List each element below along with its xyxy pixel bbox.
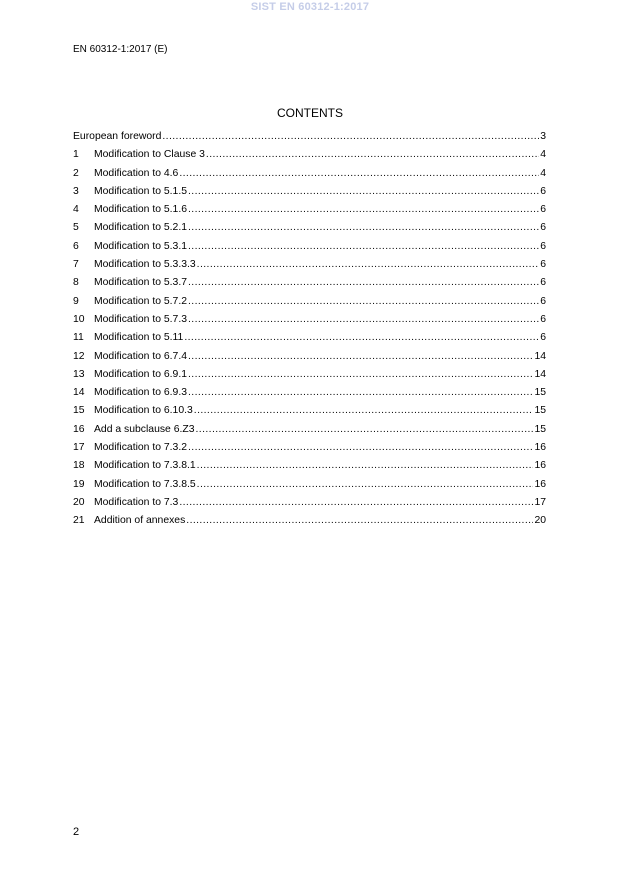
toc-dot-leader — [206, 146, 539, 164]
toc-entry-page: 6 — [540, 313, 546, 325]
toc-entry-label: Add a subclause 6.Z3 — [94, 423, 195, 435]
toc-dot-leader — [179, 494, 533, 512]
toc-entry-number: 14 — [73, 387, 85, 399]
toc-entry-page: 4 — [540, 149, 546, 161]
toc-entry-label: Modification to 5.7.2 — [94, 295, 187, 307]
toc-entry-label: Modification to 4.6 — [94, 167, 179, 179]
toc-entry-label: Modification to 5.11 — [94, 332, 184, 344]
toc-entry-number: 16 — [73, 423, 85, 435]
toc-dot-leader — [188, 201, 539, 219]
toc-entry-page: 6 — [540, 295, 546, 307]
toc-dot-leader — [188, 274, 539, 292]
toc-entry[interactable] — [73, 348, 546, 366]
toc-entry-page: 4 — [540, 167, 546, 179]
toc-entry-label: Modification to 6.10.3 — [94, 405, 193, 417]
toc-entry-label: Modification to 6.9.3 — [94, 387, 187, 399]
toc-entry-label: Modification to 6.7.4 — [94, 350, 187, 362]
toc-entry-number: 11 — [73, 332, 84, 344]
toc-entry[interactable] — [73, 494, 546, 512]
toc-entry[interactable] — [73, 457, 546, 475]
toc-entry[interactable] — [73, 165, 546, 183]
toc-entry[interactable] — [73, 183, 546, 201]
toc-entry-page: 3 — [540, 131, 546, 142]
toc-entry[interactable] — [73, 439, 546, 457]
toc-entry[interactable] — [73, 128, 546, 146]
table-of-contents — [73, 128, 546, 531]
toc-dot-leader — [188, 183, 539, 201]
toc-entry-page: 14 — [534, 350, 546, 362]
toc-entry[interactable] — [73, 146, 546, 164]
toc-entry-page: 20 — [534, 515, 546, 527]
toc-entry-page: 6 — [540, 185, 546, 197]
toc-entry-page: 15 — [534, 405, 546, 417]
toc-entry-number: 7 — [73, 259, 79, 271]
toc-entry-page: 6 — [540, 222, 546, 234]
toc-entry-label: Addition of annexes — [94, 515, 186, 527]
toc-entry-number: 10 — [73, 313, 85, 325]
watermark-text: SIST EN 60312-1:2017 — [250, 1, 370, 13]
toc-entry-number: 9 — [73, 295, 79, 307]
toc-dot-leader — [197, 457, 534, 475]
page-number: 2 — [73, 826, 80, 838]
toc-entry-number: 1 — [73, 149, 79, 161]
toc-entry-page: 17 — [534, 496, 546, 508]
toc-entry[interactable] — [73, 512, 546, 530]
toc-dot-leader — [197, 476, 534, 494]
toc-dot-leader — [188, 366, 533, 384]
toc-entry-number: 18 — [73, 460, 85, 472]
toc-entry-number: 3 — [73, 185, 79, 197]
toc-entry-page: 14 — [534, 368, 546, 380]
toc-entry-number: 20 — [73, 496, 85, 508]
toc-entry-label: Modification to 5.2.1 — [94, 222, 187, 234]
toc-entry-page: 16 — [534, 460, 546, 472]
toc-entry-number: 19 — [73, 478, 85, 490]
toc-entry-number: 6 — [73, 240, 79, 252]
toc-entry[interactable] — [73, 256, 546, 274]
toc-entry-page: 6 — [540, 204, 546, 216]
toc-entry[interactable] — [73, 293, 546, 311]
toc-dot-leader — [179, 165, 539, 183]
toc-dot-leader — [196, 421, 534, 439]
toc-entry[interactable] — [73, 421, 546, 439]
toc-entry-page: 6 — [540, 332, 546, 344]
toc-entry-label: Modification to 7.3.2 — [94, 442, 187, 454]
toc-entry[interactable] — [73, 366, 546, 384]
toc-dot-leader — [188, 219, 539, 237]
toc-entry-number: 13 — [73, 368, 85, 380]
toc-entry-number: 2 — [73, 167, 79, 179]
toc-entry-label: Modification to 7.3.8.1 — [94, 460, 196, 472]
toc-entry-number: 8 — [73, 277, 79, 289]
toc-entry[interactable] — [73, 219, 546, 237]
toc-entry-label: Modification to 5.3.1 — [94, 240, 187, 252]
toc-dot-leader — [188, 238, 539, 256]
toc-entry-number: 5 — [73, 222, 79, 234]
toc-entry-label: Modification to 5.1.6 — [94, 204, 187, 216]
toc-entry-page: 6 — [540, 277, 546, 289]
toc-entry-page: 15 — [534, 387, 546, 399]
toc-entry-number: 15 — [73, 405, 85, 417]
toc-entry-page: 6 — [540, 259, 546, 271]
toc-entry-label: Modification to 5.7.3 — [94, 313, 187, 325]
toc-entry[interactable] — [73, 329, 546, 347]
toc-entry-number: 17 — [73, 442, 85, 454]
toc-entry-label: Modification to Clause 3 — [94, 149, 205, 161]
toc-entry[interactable] — [73, 476, 546, 494]
toc-dot-leader — [188, 348, 533, 366]
toc-dot-leader — [162, 128, 539, 146]
toc-entry-page: 15 — [534, 423, 546, 435]
toc-dot-leader — [197, 256, 540, 274]
toc-entry[interactable] — [73, 238, 546, 256]
toc-entry-page: 16 — [534, 478, 546, 490]
toc-entry[interactable] — [73, 274, 546, 292]
toc-entry[interactable] — [73, 402, 546, 420]
contents-title: CONTENTS — [277, 106, 343, 120]
toc-dot-leader — [184, 329, 539, 347]
toc-dot-leader — [188, 311, 539, 329]
toc-dot-leader — [188, 384, 533, 402]
toc-entry-page: 16 — [534, 442, 546, 454]
toc-entry-page: 6 — [540, 240, 546, 252]
toc-entry-number: 21 — [73, 515, 85, 527]
toc-dot-leader — [194, 402, 534, 420]
toc-entry-label: Modification to 5.1.5 — [94, 185, 187, 197]
toc-entry-number: 12 — [73, 350, 85, 362]
toc-entry-label: Modification to 5.3.7 — [94, 277, 187, 289]
toc-entry[interactable] — [73, 384, 546, 402]
toc-entry-label: Modification to 6.9.1 — [94, 368, 187, 380]
toc-dot-leader — [186, 512, 533, 530]
toc-entry-label: Modification to 7.3 — [94, 496, 179, 508]
toc-entry-number: 4 — [73, 204, 79, 216]
toc-entry[interactable] — [73, 201, 546, 219]
toc-dot-leader — [188, 293, 539, 311]
document-id: EN 60312-1:2017 (E) — [73, 44, 168, 55]
toc-entry-label: Modification to 7.3.8.5 — [94, 478, 196, 490]
toc-entry-label: Modification to 5.3.3.3 — [94, 259, 196, 271]
toc-entry-label: European foreword — [73, 131, 162, 142]
toc-dot-leader — [188, 439, 533, 457]
toc-entry[interactable] — [73, 311, 546, 329]
